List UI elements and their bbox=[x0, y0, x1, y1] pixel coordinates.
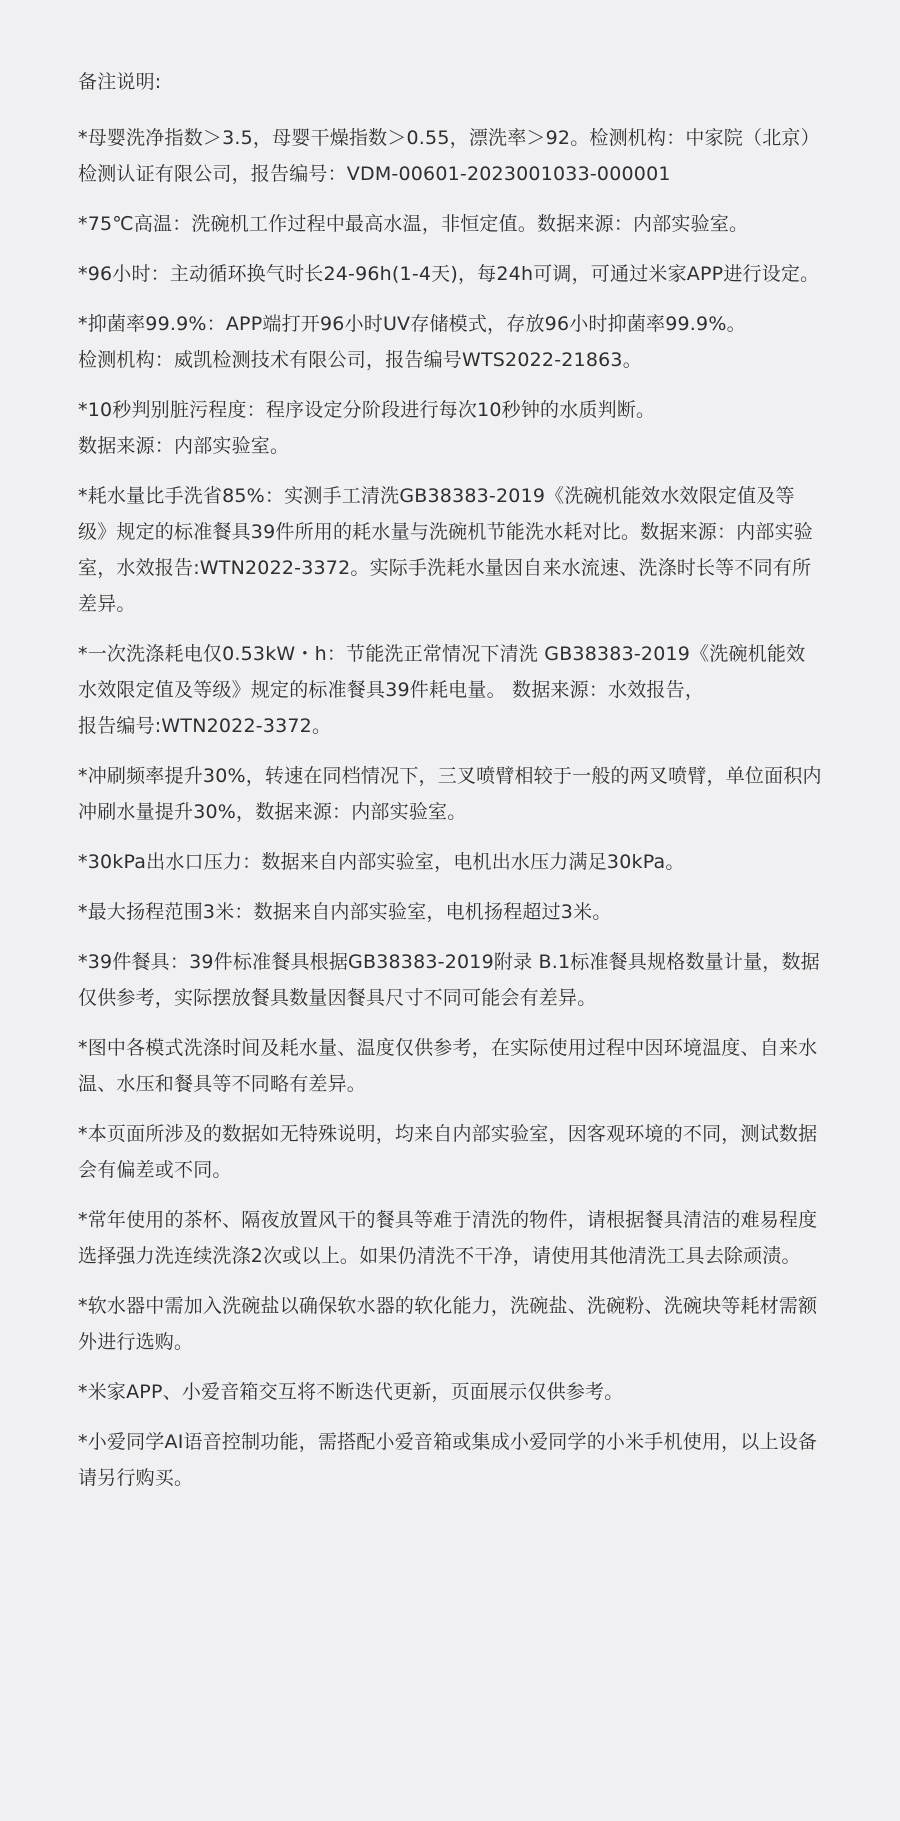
remark-item bbox=[78, 1202, 822, 1274]
remark-text: *冲刷频率提升30%，转速在同档情况下，三叉喷臂相较于一般的两叉喷臂，单位面积内冲刷水量提升30%，数据来源：内部实验室。 bbox=[78, 765, 822, 823]
remark-text: *96小时：主动循环换气时长24-96h(1-4天)，每24h可调，可通过米家APP进行设定。 bbox=[78, 263, 820, 285]
remarks-list bbox=[78, 120, 822, 1496]
remark-item bbox=[78, 1424, 822, 1496]
remark-text: *图中各模式洗涤时间及耗水量、温度仅供参考，在实际使用过程中因环境温度、自来水温、水压和餐具等不同略有差异。 bbox=[78, 1037, 818, 1095]
remark-text: *抑菌率99.9%：APP端打开96小时UV存储模式，存放96小时抑菌率99.9%。 bbox=[78, 313, 746, 335]
remark-text: *最大扬程范围3米：数据来自内部实验室，电机扬程超过3米。 bbox=[78, 901, 612, 923]
remark-item bbox=[78, 206, 822, 242]
remark-text: *母婴洗净指数＞3.5，母婴干燥指数＞0.55，漂洗率＞92。检测机构：中家院（北京）检测认证有限公司，报告编号：VDM-00601-2023001033-000001 bbox=[78, 127, 820, 185]
remark-item bbox=[78, 1374, 822, 1410]
remark-item bbox=[78, 1030, 822, 1102]
remark-text: *小爱同学AI语音控制功能，需搭配小爱音箱或集成小爱同学的小米手机使用，以上设备请另行购买。 bbox=[78, 1431, 818, 1489]
remark-text: 数据来源：内部实验室。 bbox=[78, 435, 290, 457]
remark-text: *耗水量比手洗省85%：实测手工清洗GB38383-2019《洗碗机能效水效限定值及等级》规定的标准餐具39件所用的耗水量与洗碗机节能洗水耗对比。数据来源：内部实验室，水效报告:WTN2022-3372。实际手洗耗水量因自来水流速、洗涤时长等不同有所差异。 bbox=[78, 485, 813, 615]
remark-item bbox=[78, 894, 822, 930]
remark-text: *软水器中需加入洗碗盐以确保软水器的软化能力，洗碗盐、洗碗粉、洗碗块等耗材需额外进行选购。 bbox=[78, 1295, 818, 1353]
remark-text: *米家APP、小爱音箱交互将不断迭代更新，页面展示仅供参考。 bbox=[78, 1381, 624, 1403]
remark-text: *一次洗涤耗电仅0.53kW・h：节能洗正常情况下清洗 GB38383-2019《洗碗机能效水效限定值及等级》规定的标准餐具39件耗电量。 数据来源：水效报告， bbox=[78, 643, 806, 701]
remark-text: 检测机构：威凯检测技术有限公司，报告编号WTS2022-21863。 bbox=[78, 349, 642, 371]
remark-text: *常年使用的茶杯、隔夜放置风干的餐具等难于清洗的物件，请根据餐具清洁的难易程度选择强力洗连续洗涤2次或以上。如果仍清洗不干净，请使用其他清洗工具去除顽渍。 bbox=[78, 1209, 818, 1267]
remark-item bbox=[78, 1288, 822, 1360]
remark-item bbox=[78, 120, 822, 192]
remark-item bbox=[78, 256, 822, 292]
remark-item bbox=[78, 944, 822, 1016]
remark-item bbox=[78, 1116, 822, 1188]
remark-text: 报告编号:WTN2022-3372。 bbox=[78, 715, 332, 737]
remarks-title: 备注说明: bbox=[78, 71, 162, 93]
remark-text: *75℃高温：洗碗机工作过程中最高水温，非恒定值。数据来源：内部实验室。 bbox=[78, 213, 749, 235]
remark-item bbox=[78, 306, 822, 378]
remark-text: *10秒判别脏污程度：程序设定分阶段进行每次10秒钟的水质判断。 bbox=[78, 399, 656, 421]
remark-item bbox=[78, 636, 822, 744]
remark-item bbox=[78, 844, 822, 880]
remark-item bbox=[78, 758, 822, 830]
remark-text: *30kPa出水口压力：数据来自内部实验室，电机出水压力满足30kPa。 bbox=[78, 851, 685, 873]
remark-item bbox=[78, 478, 822, 622]
remark-text: *本页面所涉及的数据如无特殊说明，均来自内部实验室，因客观环境的不同，测试数据会有偏差或不同。 bbox=[78, 1123, 818, 1181]
remark-item bbox=[78, 392, 822, 464]
remark-text: *39件餐具：39件标准餐具根据GB38383-2019附录 B.1标准餐具规格数量计量，数据仅供参考，实际摆放餐具数量因餐具尺寸不同可能会有差异。 bbox=[78, 951, 820, 1009]
